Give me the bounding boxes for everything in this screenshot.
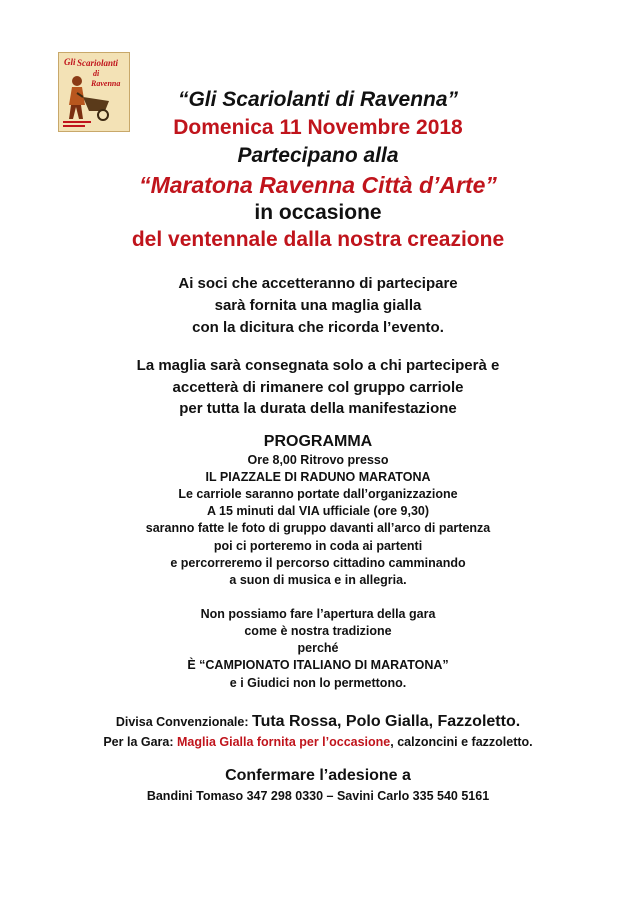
programma-title: PROGRAMMA [263,433,373,450]
notice-line: e i Giudici non lo permettono. [229,676,407,690]
race-kit-highlight: Maglia Gialla fornita per l’occasione [177,735,391,749]
intro-line: Ai soci che accetteranno di partecipare [178,275,458,292]
uniform-label: Divisa Convenzionale: [115,715,252,729]
programma-line: e percorreremo il percorso cittadino camminando [170,556,466,570]
svg-text:Ravenna: Ravenna [91,79,121,88]
confirm-title: Confermare l’adesione a [225,767,411,784]
event-date: Domenica 11 Novembre 2018 [173,116,463,139]
anniversary-line: del ventennale dalla nostra creazione [131,228,505,251]
delivery-line: per tutta la durata della manifestazione [179,400,457,417]
programma-line: a suon di musica e in allegria. [229,573,407,587]
event-name: “Maratona Ravenna Città d’Arte” [139,172,497,198]
svg-text:di: di [93,69,100,78]
intro-line: con la dicitura che ricorda l’evento. [192,319,444,336]
race-kit-line [0,734,636,751]
notice-line: come è nostra tradizione [244,624,392,638]
notice-line: perché [297,641,339,655]
intro-line: sarà fornita una maglia gialla [214,297,422,314]
notice-line: È “CAMPIONATO ITALIANO DI MARATONA” [187,658,449,672]
programma-line: Ore 8,00 Ritrovo presso [247,453,389,467]
race-kit-label: Per la Gara: [103,735,177,749]
contact-line: Bandini Tomaso 347 298 0330 – Savini Carlo 335 540 5161 [146,789,490,803]
occasion-line: in occasione [254,201,382,224]
uniform-value: Tuta Rossa, Polo Gialla, Fazzoletto. [251,713,521,730]
notice-line: Non possiamo fare l’apertura della gara [200,607,436,621]
club-title: “Gli Scariolanti di Ravenna” [177,88,459,111]
delivery-line: La maglia sarà consegnata solo a chi parteciperà e [136,357,500,374]
participate-line: Partecipano alla [237,144,399,167]
delivery-line: accetterà di rimanere col gruppo carriole [172,379,464,396]
svg-text:Gli: Gli [64,57,76,67]
programma-line: A 15 minuti dal VIA ufficiale (ore 9,30) [206,504,430,518]
uniform-line [0,712,636,732]
programma-line: saranno fatte le foto di gruppo davanti all’arco di partenza [145,521,491,535]
programma-line: IL PIAZZALE DI RADUNO MARATONA [205,470,431,484]
programma-line: poi ci porteremo in coda ai partenti [213,539,423,553]
race-kit-rest: , calzoncini e fazzoletto. [390,735,533,749]
svg-text:Scariolanti: Scariolanti [77,58,119,68]
programma-line: Le carriole saranno portate dall’organizzazione [178,487,458,501]
